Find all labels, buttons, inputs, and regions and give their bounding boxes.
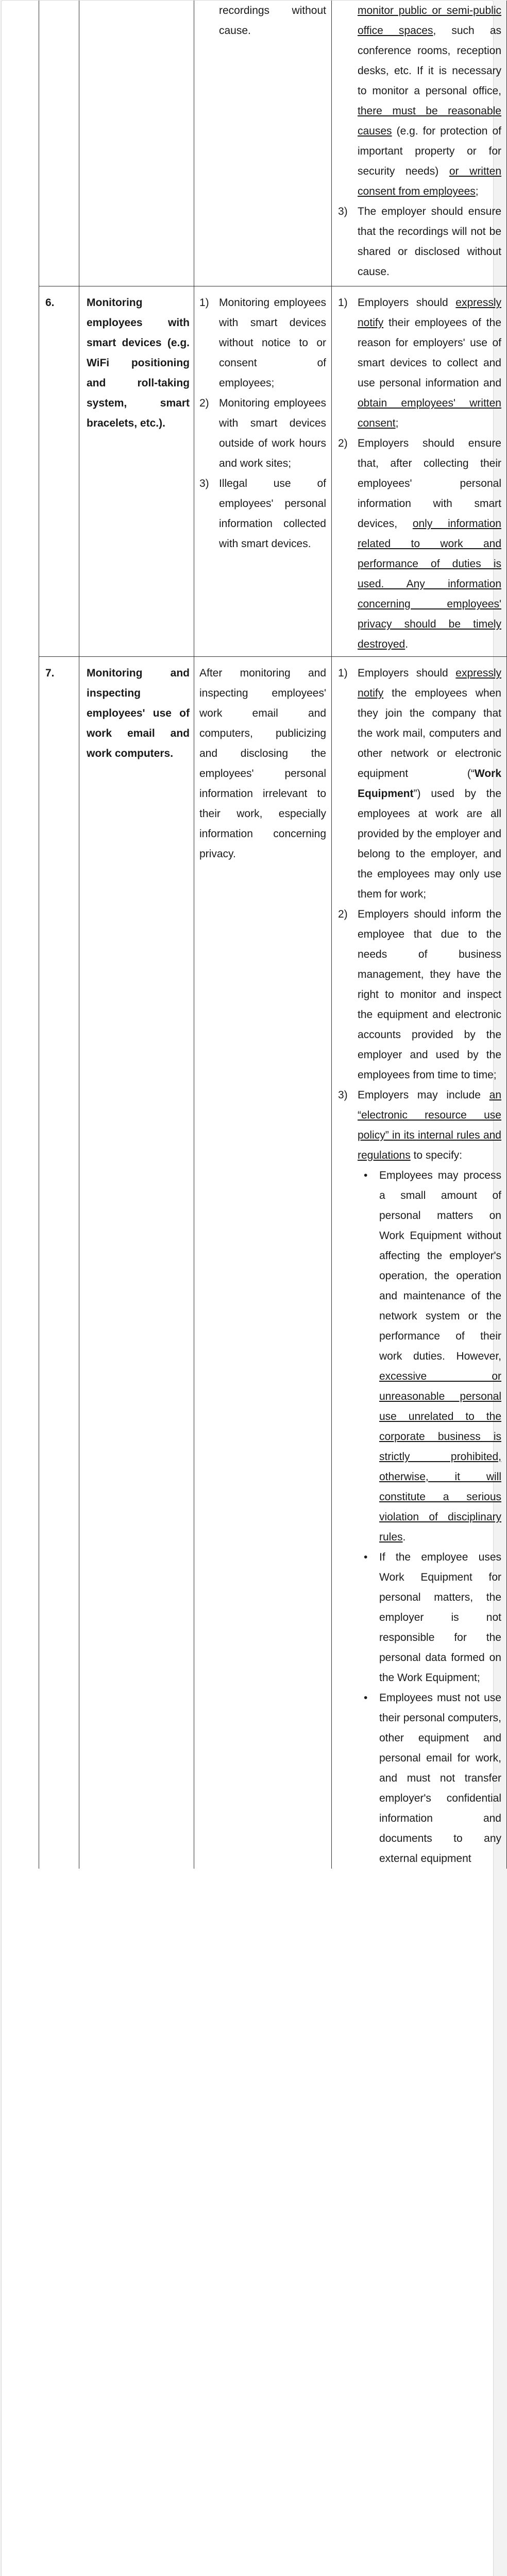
bullet-icon: • (364, 1170, 368, 1181)
list-item: 1) Employers should expressly notify their employees of the reason for employers' use of smart devices to collect and use personal information and obtain employees' written consent; (338, 297, 501, 429)
bullet-item: • Employees must not use their personal computers, other equipment and personal email for work, and must not transfer employer's confidential information and documents to any external equipment (358, 1688, 501, 1869)
cell-requirements (332, 1, 507, 286)
cell-no (39, 1, 79, 286)
cell-item (79, 1, 194, 286)
table-row (39, 286, 507, 657)
list-item: 2) Employers should ensure that, after collecting their employees' personal information with smart devices, only information related to work and performance of duties is used. Any information concerning employees' privacy should be timely destroyed. (338, 437, 501, 650)
bullet-icon: • (364, 1551, 368, 1563)
list-item: 3) Employers may include an “electronic resource use policy” in its internal rules and regulations to specify: (338, 1089, 501, 1161)
cell-requirements (332, 286, 507, 657)
row-number: 6. (39, 286, 79, 657)
cell-improper (194, 1, 332, 286)
cell-improper (194, 286, 332, 657)
requirement-text: monitor public or semi-public office spaces, such as conference rooms, reception desks, etc. If it is necessary to monitor a personal office, there must be reasonable causes (e.g. for protection of important property or for security needs) or written consent from employees; (358, 5, 502, 197)
improper-text: recordings without cause. (219, 5, 326, 37)
list-item: 1) Employers should expressly notify the employees when they join the company that the work mail, computers and other network or electronic equipment (“Work Equipment”) used by the employees at work are all provided by the employer and belong to the employer, and the employees may only use them for work; (338, 667, 501, 900)
row-number: 7. (39, 657, 79, 1869)
list-item: 2) Monitoring employees with smart devices outside of work hours and work sites; (199, 397, 326, 469)
item-title: Monitoring employees with smart devices (e.g. WiFi positioning and roll-taking system, smart bracelets, etc.). (79, 286, 194, 657)
item-title: Monitoring and inspecting employees' use of work email and work computers. (79, 657, 194, 1869)
list-item: 2) Employers should inform the employee that due to the needs of business management, they have the right to monitor and inspect the equipment and electronic accounts provided by the employer and used by the employees from time to time; (338, 908, 501, 1081)
cell-improper (194, 657, 332, 1869)
improper-text: After monitoring and inspecting employees' work email and computers, publicizing and disclosing the employees' personal information irrelevant to their work, especially information concerning privacy. (199, 667, 326, 860)
cell-requirements (332, 657, 507, 1869)
bullet-icon: • (364, 1692, 368, 1704)
document-page (1, 0, 502, 2576)
list-item: 3) Illegal use of employees' personal information collected with smart devices. (199, 478, 326, 550)
table-row (39, 1, 507, 286)
bullet-item: • If the employee uses Work Equipment for personal matters, the employer is not responsible for the personal data formed on the Work Equipment; (358, 1547, 501, 1688)
monitoring-requirements-table (39, 1, 507, 1869)
bullet-item: • Employees may process a small amount of personal matters on Work Equipment without affecting the employer's operation, the operation and maintenance of the network system or the performance of their work duties. However, excessive or unreasonable personal use unrelated to the corporate business is strictly prohibited, otherwise, it will constitute a serious violation of disciplinary rules. (358, 1165, 501, 1547)
list-item: 1) Monitoring employees with smart devices without notice to or consent of employees; (199, 297, 326, 389)
table-row (39, 657, 507, 1869)
list-item: 3) The employer should ensure that the recordings will not be shared or disclosed without cause. (338, 206, 501, 278)
